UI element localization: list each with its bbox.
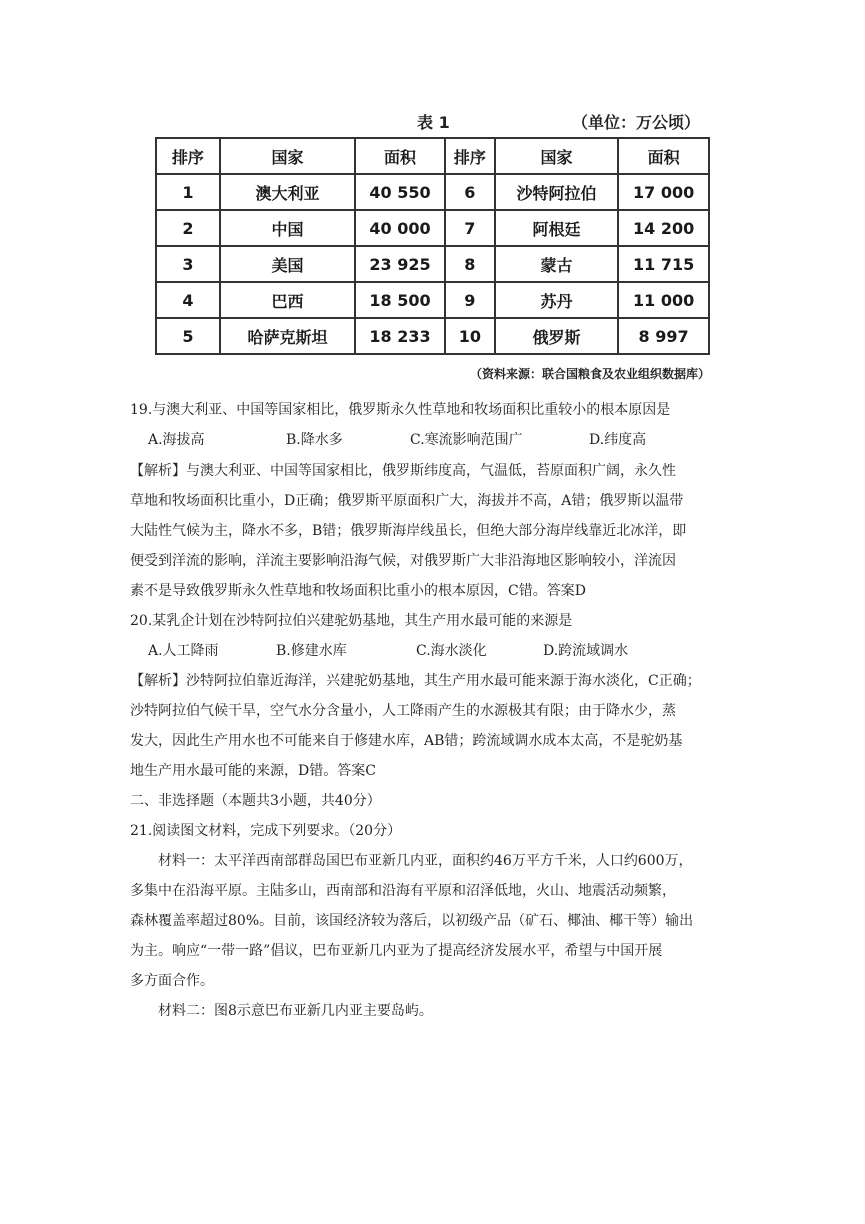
q20-analysis-line: 【解析】沙特阿拉伯靠近海洋，兴建驼奶基地，其生产用水最可能来源于海水淡化，C正确； xyxy=(130,673,701,689)
table-header-row xyxy=(156,138,709,174)
cell-area: 8 997 xyxy=(618,318,709,354)
table-row xyxy=(156,282,709,318)
q19-stem: 19.与澳大利亚、中国等国家相比，俄罗斯永久性草地和牧场面积比重较小的根本原因是 xyxy=(130,402,671,418)
table-caption-bar xyxy=(155,110,710,134)
material1-line: 材料一：太平洋西南部群岛国巴布亚新几内亚，面积约46万平方千米，人口约600万， xyxy=(158,853,693,869)
material1-line: 多方面合作。 xyxy=(130,973,214,989)
table-source: （资料来源：联合国粮食及农业组织数据库） xyxy=(469,367,710,381)
cell-rank: 2 xyxy=(156,210,220,246)
cell-area: 18 233 xyxy=(355,318,445,354)
cell-rank: 6 xyxy=(445,174,495,210)
cell-country: 蒙古 xyxy=(495,246,618,282)
cell-area: 23 925 xyxy=(355,246,445,282)
q21-stem: 21.阅读图文材料，完成下列要求。（20分） xyxy=(130,823,402,839)
table-caption: 表 1 xyxy=(417,113,450,132)
q20-option-b: B.修建水库 xyxy=(276,643,347,659)
material1-line: 森林覆盖率超过80%。目前，该国经济较为落后，以初级产品（矿石、椰油、椰干等）输出 xyxy=(130,913,694,929)
header-area: 面积 xyxy=(355,138,445,174)
cell-country: 俄罗斯 xyxy=(495,318,618,354)
header-rank: 排序 xyxy=(445,138,495,174)
q19-analysis-line: 草地和牧场面积比重小，D正确；俄罗斯平原面积广大，海拔并不高，A错；俄罗斯以温带 xyxy=(130,493,684,509)
q20-stem: 20.某乳企计划在沙特阿拉伯兴建驼奶基地，其生产用水最可能的来源是 xyxy=(130,613,573,629)
cell-rank: 5 xyxy=(156,318,220,354)
cell-rank: 10 xyxy=(445,318,495,354)
table-row xyxy=(156,318,709,354)
header-area: 面积 xyxy=(618,138,709,174)
q20-option-d: D.跨流域调水 xyxy=(543,643,629,659)
cell-country: 美国 xyxy=(220,246,355,282)
cell-area: 40 000 xyxy=(355,210,445,246)
cell-country: 哈萨克斯坦 xyxy=(220,318,355,354)
q19-analysis-line: 大陆性气候为主，降水不多，B错；俄罗斯海岸线虽长，但绝大部分海岸线靠近北冰洋，即 xyxy=(130,523,687,539)
q19-analysis-line: 便受到洋流的影响，洋流主要影响沿海气候，对俄罗斯广大非沿海地区影响较小，洋流因 xyxy=(130,553,676,569)
section-heading: 二、非选择题（本题共3小题，共40分） xyxy=(130,793,381,809)
q19-option-d: D.纬度高 xyxy=(589,432,647,448)
q19-analysis-line: 素不是导致俄罗斯永久性草地和牧场面积比重小的根本原因，C错。答案D xyxy=(130,583,586,599)
cell-rank: 4 xyxy=(156,282,220,318)
cell-area: 18 500 xyxy=(355,282,445,318)
q19-analysis-line: 【解析】与澳大利亚、中国等国家相比，俄罗斯纬度高，气温低，苔原面积广阔，永久性 xyxy=(130,463,676,479)
cell-country: 阿根廷 xyxy=(495,210,618,246)
q19-option-c: C.寒流影响范围广 xyxy=(410,432,523,448)
header-rank: 排序 xyxy=(156,138,220,174)
material1-line: 多集中在沿海平原。主陆多山，西南部和沿海有平原和沼泽低地，火山、地震活动频繁， xyxy=(130,883,676,899)
cell-rank: 8 xyxy=(445,246,495,282)
cell-rank: 1 xyxy=(156,174,220,210)
cell-area: 40 550 xyxy=(355,174,445,210)
q19-option-b: B.降水多 xyxy=(286,432,343,448)
q20-option-a: A.人工降雨 xyxy=(148,643,219,659)
cell-area: 11 715 xyxy=(618,246,709,282)
header-country: 国家 xyxy=(220,138,355,174)
header-country: 国家 xyxy=(495,138,618,174)
country-area-table xyxy=(155,137,710,355)
q20-analysis-line: 地生产用水最可能的来源，D错。答案C xyxy=(130,763,376,779)
material2-line: 材料二：图8示意巴布亚新几内亚主要岛屿。 xyxy=(158,1003,433,1019)
cell-area: 17 000 xyxy=(618,174,709,210)
cell-country: 澳大利亚 xyxy=(220,174,355,210)
cell-country: 巴西 xyxy=(220,282,355,318)
table-row xyxy=(156,210,709,246)
cell-area: 11 000 xyxy=(618,282,709,318)
table-unit: （单位：万公顷） xyxy=(571,113,700,132)
cell-area: 14 200 xyxy=(618,210,709,246)
cell-country: 中国 xyxy=(220,210,355,246)
material1-line: 为主。响应“一带一路”倡议，巴布亚新几内亚为了提高经济发展水平，希望与中国开展 xyxy=(130,943,663,959)
cell-country: 沙特阿拉伯 xyxy=(495,174,618,210)
table-row xyxy=(156,246,709,282)
cell-rank: 3 xyxy=(156,246,220,282)
q19-option-a: A.海拔高 xyxy=(148,432,205,448)
table-row xyxy=(156,174,709,210)
q20-option-c: C.海水淡化 xyxy=(416,643,487,659)
cell-rank: 9 xyxy=(445,282,495,318)
cell-country: 苏丹 xyxy=(495,282,618,318)
q20-analysis-line: 沙特阿拉伯气候干旱，空气水分含量小，人工降雨产生的水源极其有限；由于降水少，蒸 xyxy=(130,703,676,719)
q20-analysis-line: 发大，因此生产用水也不可能来自于修建水库，AB错；跨流域调水成本太高，不是驼奶基 xyxy=(130,733,683,749)
cell-rank: 7 xyxy=(445,210,495,246)
